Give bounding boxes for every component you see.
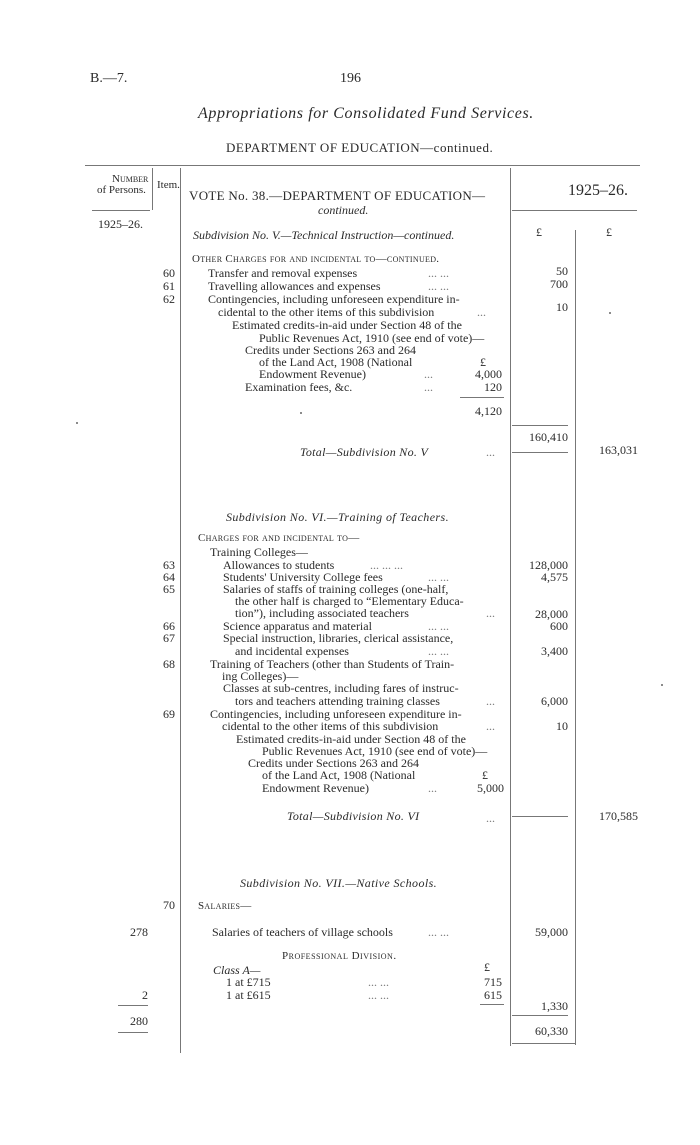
- credit-amount: 120: [484, 380, 502, 394]
- amount-value: 10: [556, 719, 568, 733]
- column-header-number: Number: [112, 173, 149, 185]
- line-label: Contingencies, including unforeseen expenditure in-: [210, 707, 462, 721]
- leader-dots: ...: [486, 606, 495, 620]
- credit-subtotal-rule: [460, 397, 504, 398]
- print-speck: [76, 422, 78, 424]
- col-rule-persons-head: [152, 168, 153, 210]
- sub6-heading: Subdivision No. VI.—Training of Teachers.: [226, 510, 449, 524]
- column-header-item: Item.: [157, 179, 180, 191]
- amount-value: 28,000: [535, 607, 568, 621]
- item-number-67: 67: [163, 631, 175, 645]
- sub5-total-rule: [512, 452, 568, 453]
- print-speck: [609, 312, 611, 314]
- sub7-heading: Subdivision No. VII.—Native Schools.: [240, 876, 438, 890]
- line-label: Salaries of teachers of village schools: [212, 925, 393, 939]
- pound-sign-col2: £: [606, 225, 612, 239]
- leader-dots: ... ...: [368, 988, 389, 1002]
- column-header-year: 1925–26.: [568, 182, 628, 199]
- top-rule: [85, 165, 640, 166]
- line-label-cont: cidental to the other items of this subdivision: [222, 719, 439, 733]
- vote-title-continued: continued.: [318, 203, 369, 217]
- sub6-total-amount: 170,585: [599, 809, 638, 823]
- sub5-heading: Subdivision No. V.—Technical Instruction—continued.: [193, 228, 455, 242]
- estimated-credits: Estimated credits-in-aid under Section 48 of the: [236, 732, 466, 746]
- credit-amount: 4,000: [475, 367, 502, 381]
- amount-value: 600: [550, 619, 568, 633]
- page-reference: B.—7.: [90, 71, 128, 86]
- sub6-total-label: Total—Subdivision No. VI: [287, 809, 420, 823]
- leader-dots: ... ... ...: [370, 558, 403, 572]
- leader-dots: ... ...: [428, 266, 449, 280]
- year-head-rule: [512, 210, 637, 211]
- item-number-63: 63: [163, 558, 175, 572]
- item-number-68: 68: [163, 657, 175, 671]
- pound-sign: £: [482, 768, 488, 782]
- salary-amount: 715: [484, 975, 502, 989]
- col-rule-item: [180, 168, 181, 1053]
- column-header-persons: of Persons.: [97, 184, 146, 196]
- persons-total-rule: [118, 1032, 148, 1033]
- line-label: Science apparatus and material: [223, 619, 372, 633]
- amount-value: 3,400: [541, 644, 568, 658]
- pound-sign: £: [484, 960, 490, 974]
- line-label: Training of Teachers (other than Students of Train-: [210, 657, 455, 671]
- leader-dots: ... ...: [428, 619, 449, 633]
- sub7-subtotal-rule: [512, 1015, 568, 1016]
- class-a-heading: Class A—: [213, 963, 261, 977]
- leader-dots: ... ...: [368, 975, 389, 989]
- leader-dots: ...: [424, 380, 433, 394]
- credits-endowment: Endowment Revenue): [262, 781, 369, 795]
- sub6-total-rule: [512, 816, 568, 817]
- credit-amount: 5,000: [477, 781, 504, 795]
- col-rule-amount1: [510, 168, 511, 1046]
- page-title: Appropriations for Consolidated Fund Services.: [198, 105, 534, 122]
- sub5-column-rule: [512, 425, 568, 426]
- line-label-cont: ing Colleges)—: [222, 669, 299, 683]
- sub5-column-total: 160,410: [529, 430, 568, 444]
- leader-dots: ...: [486, 811, 495, 825]
- credits-sections: Credits under Sections 263 and 264: [248, 756, 419, 770]
- line-label: Transfer and removal expenses: [208, 266, 358, 280]
- print-speck: [300, 412, 302, 414]
- leader-dots: ...: [486, 445, 495, 459]
- grand-total-rule: [512, 1043, 576, 1044]
- estimated-credits-cont: Public Revenues Act, 1910 (see end of vote)—: [262, 744, 488, 758]
- leader-dots: ...: [428, 781, 437, 795]
- item-number-62: 62: [163, 292, 175, 306]
- line-label-cont: the other half is charged to “Elementary Educa-: [235, 594, 464, 608]
- item-number-65: 65: [163, 582, 175, 596]
- amount-value: 4,575: [541, 570, 568, 584]
- class-total: 1,330: [541, 999, 568, 1013]
- estimated-credits: Estimated credits-in-aid under Section 48 of the: [232, 318, 462, 332]
- pound-sign: £: [480, 355, 486, 369]
- sub5-other-charges: Other Charges for and incidental to—continued.: [192, 253, 440, 265]
- line-label: Students' University College fees: [223, 570, 383, 584]
- page-number: 196: [340, 71, 361, 86]
- pound-sign-col1: £: [536, 225, 542, 239]
- line-label-cont: cidental to the other items of this subdivision: [218, 305, 435, 319]
- persons-count: 2: [142, 988, 148, 1002]
- line-label: Contingencies, including unforeseen expenditure in-: [208, 292, 460, 306]
- credits-endowment: Endowment Revenue): [259, 367, 366, 381]
- amount-value: 59,000: [535, 925, 568, 939]
- amount-value: 128,000: [529, 558, 568, 572]
- line-label-cont: tion”), including associated teachers: [235, 606, 409, 620]
- professional-division: Professional Division.: [282, 950, 397, 962]
- sub6-charges: Charges for and incidental to—: [198, 532, 360, 544]
- leader-dots: ...: [486, 719, 495, 733]
- persons-year: 1925–26.: [98, 217, 143, 231]
- persons-head-rule: [92, 210, 150, 211]
- vote-title: VOTE No. 38.—DEPARTMENT OF EDUCATION—: [189, 188, 486, 203]
- amount-value: 6,000: [541, 694, 568, 708]
- persons-subtotal-rule: [118, 1005, 148, 1006]
- line-label: Travelling allowances and expenses: [208, 279, 381, 293]
- leader-dots: ... ...: [428, 570, 449, 584]
- item-number-66: 66: [163, 619, 175, 633]
- credits-land-act: of the Land Act, 1908 (National: [259, 355, 413, 369]
- col-rule-amount2: [575, 230, 576, 1045]
- print-speck: [661, 684, 663, 686]
- line-label-cont: and incidental expenses: [235, 644, 349, 658]
- credit-total: 4,120: [475, 404, 502, 418]
- training-colleges: Training Colleges—: [210, 545, 308, 559]
- leader-dots: ... ...: [428, 279, 449, 293]
- examination-fees: Examination fees, &c.: [245, 380, 353, 394]
- item-number-60: 60: [163, 266, 175, 280]
- item-number-70: 70: [163, 898, 175, 912]
- leader-dots: ...: [477, 305, 486, 319]
- item-number-61: 61: [163, 279, 175, 293]
- line-label: Special instruction, libraries, clerical assistance,: [223, 631, 454, 645]
- item-number-69: 69: [163, 707, 175, 721]
- line-label: Allowances to students: [223, 558, 335, 572]
- persons-total: 280: [130, 1014, 148, 1028]
- leader-dots: ...: [486, 694, 495, 708]
- credits-land-act: of the Land Act, 1908 (National: [262, 768, 416, 782]
- line-label-cont: tors and teachers attending training classes: [235, 694, 440, 708]
- class-subtotal-rule: [480, 1004, 504, 1005]
- salaries-heading: Salaries—: [198, 900, 252, 912]
- amount-value: 700: [550, 277, 568, 291]
- grand-total: 60,330: [535, 1024, 568, 1038]
- salary-amount: 615: [484, 988, 502, 1002]
- line-label: 1 at £715: [226, 975, 271, 989]
- leader-dots: ... ...: [428, 925, 449, 939]
- sub5-total-amount: 163,031: [599, 443, 638, 457]
- amount-value: 10: [556, 300, 568, 314]
- estimated-credits-cont: Public Revenues Act, 1910 (see end of vote)—: [259, 331, 485, 345]
- sub5-total-label: Total—Subdivision No. V: [300, 445, 429, 459]
- line-label: 1 at £615: [226, 988, 271, 1002]
- leader-dots: ... ...: [428, 644, 449, 658]
- line-label: Salaries of staffs of training colleges (one-half,: [223, 582, 449, 596]
- department-heading: DEPARTMENT OF EDUCATION—continued.: [226, 140, 494, 155]
- persons-count: 278: [130, 925, 148, 939]
- credits-sections: Credits under Sections 263 and 264: [245, 343, 416, 357]
- item-number-64: 64: [163, 570, 175, 584]
- amount-value: 50: [556, 264, 568, 278]
- leader-dots: ...: [424, 367, 433, 381]
- line-label: Classes at sub-centres, including fares of instruc-: [223, 681, 459, 695]
